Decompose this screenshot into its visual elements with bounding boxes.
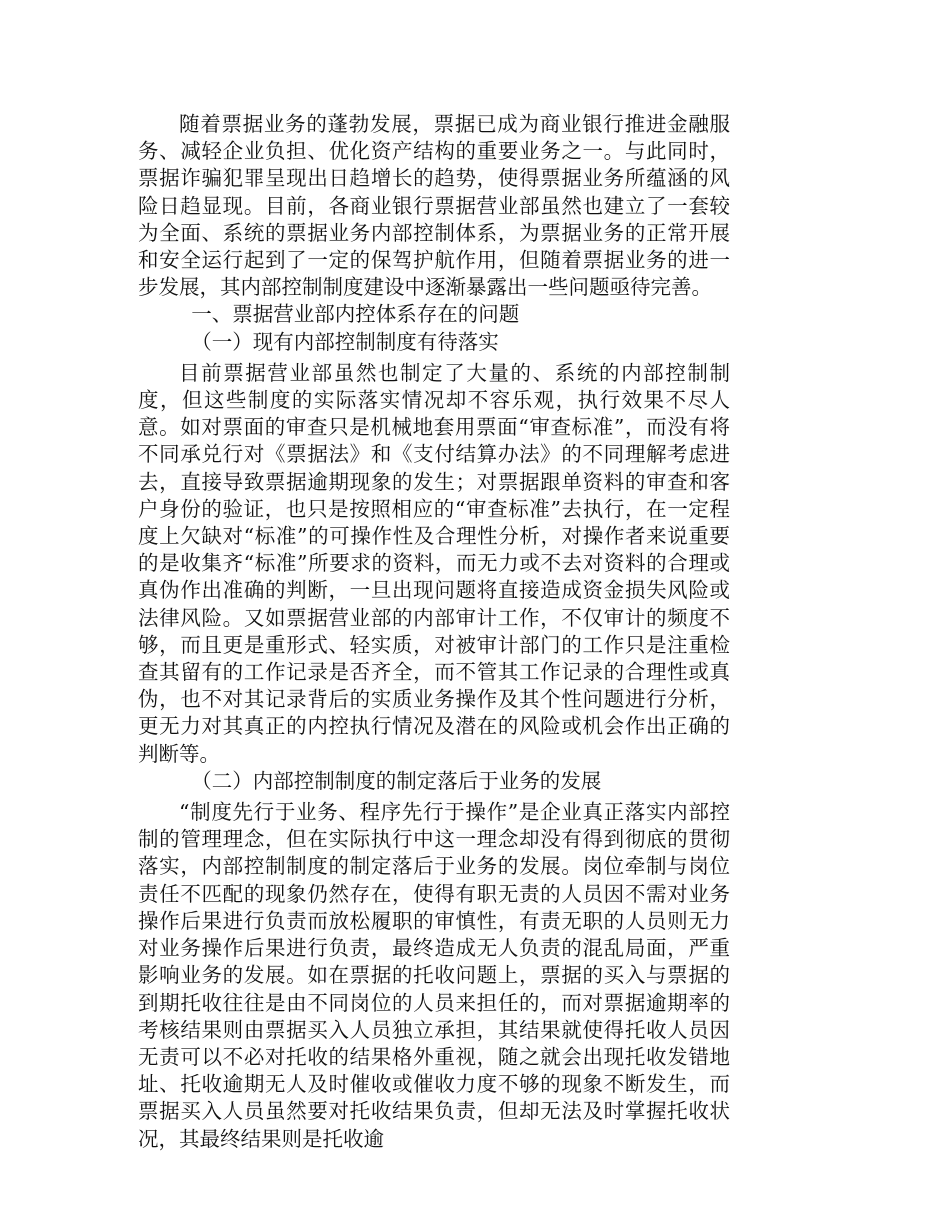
subsection-heading-1-1: （一）现有内部控制制度有待落实 <box>191 329 499 354</box>
paragraph-lagging-rules: “制度先行于业务、程序先行于操作”是企业真正落实内部控制的管理理念，但在实际执行中这一理念却没有得到彻底的贯彻落实，内部控制制度的制定落后于业务的发展。岗位牵制与岗位责任不匹配的现象仍然存在，使得有职无责的人员因不需对业务操作后果进行负责而放松履职的审慎性，有责无职的人员则无力对业务操作后果进行负责，最终造成无人负责的混乱局面，严重影响业务的发展。如在票据的托收问题上，票据的买入与票据的到期托收往往是由不同岗位的人员来担任的，而对票据逾期率的考核结果则由票据买入人员独立承担，其结果就使得托收人员因无责可以不必对托收的结果格外重视，随之就会出现托收发错地址、托收逾期无人及时催收或催收力度不够的现象不断发生，而票据买入人员虽然要对托收结果负责，但却无法及时掌握托收状况，其最终结果则是托收逾 <box>138 800 730 1151</box>
document-body <box>138 111 730 1153</box>
subsection-heading-1-2: （二）内部控制制度的制定落后于业务的发展 <box>191 768 602 793</box>
paragraph-implementation: 目前票据营业部虽然也制定了大量的、系统的内部控制制度，但这些制度的实际落实情况却不容乐观，执行效果不尽人意。如对票面的审查只是机械地套用票面“审查标准”，而没有将不同承兑行对《票据法》和《支付结算办法》的不同理解考虑进去，直接导致票据逾期现象的发生；对票据跟单资料的审查和客户身份的验证，也只是按照相应的“审查标准”去执行，在一定程度上欠缺对“标准”的可操作性及合理性分析，对操作者来说重要的是收集齐“标准”所要求的资料，而无力或不去对资料的合理或真伪作出准确的判断，一旦出现问题将直接造成资金损失风险或法律风险。又如票据营业部的内部审计工作，不仅审计的频度不够，而且更是重形式、轻实质，对被审计部门的工作只是注重检查其留有的工作记录是否齐全，而不管其工作记录的合理性或真伪，也不对其记录背后的实质业务操作及其个性问题进行分析，更无力对其真正的内控执行情况及潜在的风险或机会作出正确的判断等。 <box>138 360 730 766</box>
section-heading-1: 一、票据营业部内控体系存在的问题 <box>191 302 520 327</box>
paragraph-intro: 随着票据业务的蓬勃发展，票据已成为商业银行推进金融服务、减轻企业负担、优化资产结构的重要业务之一。与此同时，票据诈骗犯罪呈现出日趋增长的趋势，使得票据业务所蕴涵的风险日趋显现。目前，各商业银行票据营业部虽然也建立了一套较为全面、系统的票据业务内部控制体系，为票据业务的正常开展和安全运行起到了一定的保驾护航作用，但随着票据业务的进一步发展，其内部控制制度建设中逐渐暴露出一些问题亟待完善。 <box>138 112 730 300</box>
